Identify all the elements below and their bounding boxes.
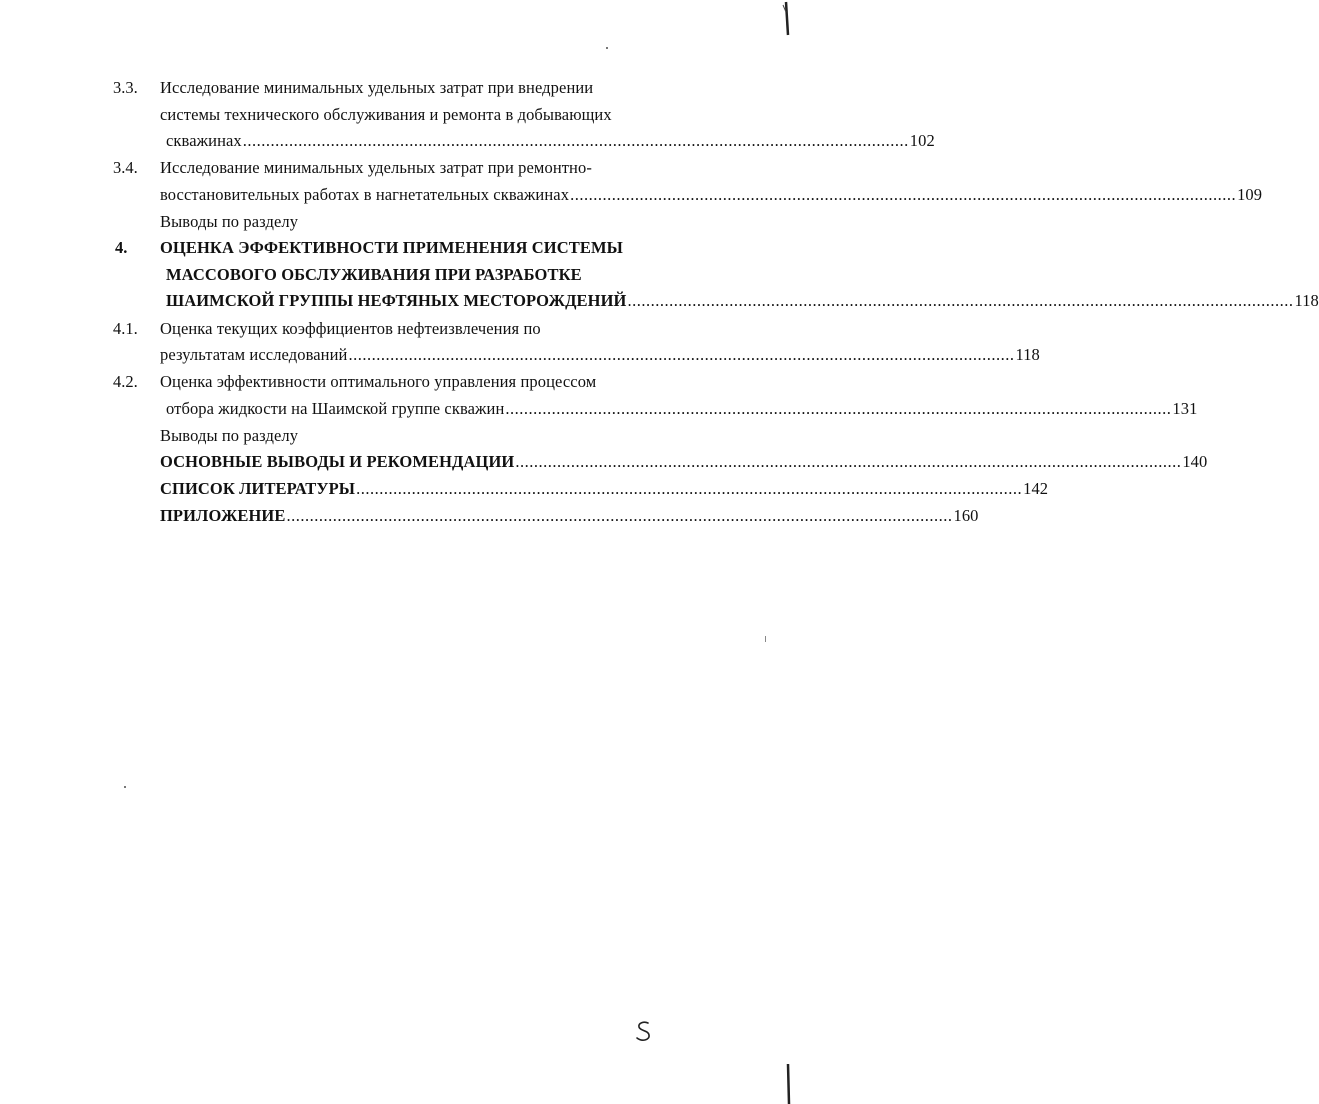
- toc-number-4-1: 4.1.: [113, 319, 138, 338]
- scan-speck: [606, 47, 608, 49]
- toc-text-3-3-line1: Исследование минимальных удельных затрат при внедрении: [160, 78, 594, 97]
- toc-number-4: 4.: [115, 238, 128, 257]
- toc-entry-conclusions-leader[interactable]: [160, 452, 1208, 472]
- toc-text-4-line2: МАССОВОГО ОБСЛУЖИВАНИЯ ПРИ РАЗРАБОТКЕ: [166, 265, 582, 284]
- scan-speck: [765, 636, 766, 642]
- toc-entry-4-1-leader[interactable]: [160, 345, 1040, 365]
- toc-text-3-4-line2: восстановительных работах в нагнетательных скважинах: [160, 185, 570, 204]
- dot-leader: ................................................................................................................................................: [505, 399, 1172, 418]
- toc-text-3-4-line1: Исследование минимальных удельных затрат при ремонтно-: [160, 158, 592, 177]
- toc-number-4-2: 4.2.: [113, 372, 138, 391]
- scan-edge-mark: [780, 0, 797, 40]
- dot-leader: ................................................................................................................................................: [348, 345, 1015, 364]
- toc-text-4-1-line2: результатам исследований: [160, 345, 348, 364]
- toc-entry-3-4-leader[interactable]: [160, 185, 1263, 205]
- toc-page-3-4: 109: [1237, 185, 1263, 204]
- toc-text-4-2-line2: отбора жидкости на Шаимской группе скважин: [166, 399, 505, 418]
- toc-number-3-4: 3.4.: [113, 158, 138, 177]
- dot-leader: ................................................................................................................................................: [515, 452, 1182, 471]
- dot-leader: ................................................................................................................................................: [242, 131, 909, 150]
- dot-leader: ................................................................................................................................................: [356, 479, 1023, 498]
- toc-entry-references-leader[interactable]: [160, 479, 1049, 499]
- toc-page-3-3: 102: [909, 131, 935, 150]
- dot-leader: ................................................................................................................................................: [286, 506, 953, 525]
- toc-text-4-line1: ОЦЕНКА ЭФФЕКТИВНОСТИ ПРИМЕНЕНИЯ СИСТЕМЫ: [160, 238, 623, 257]
- toc-text-main-conclusions: ОСНОВНЫЕ ВЫВОДЫ И РЕКОМЕНДАЦИИ: [160, 452, 515, 471]
- toc-text-3-3-line2: системы технического обслуживания и ремонта в добывающих: [160, 105, 612, 124]
- toc-text-appendix: ПРИЛОЖЕНИЕ: [160, 506, 286, 525]
- handwritten-page-number-icon: [632, 1020, 656, 1046]
- toc-page-4-1: 118: [1015, 345, 1040, 364]
- toc-conclusions-3: Выводы по разделу: [160, 212, 299, 231]
- toc-page-4-2: 131: [1172, 399, 1198, 418]
- toc-page-main-conclusions: 140: [1182, 452, 1208, 471]
- toc-page-references: 142: [1023, 479, 1049, 498]
- dot-leader: ................................................................................................................................................: [570, 185, 1237, 204]
- toc-entry-4-leader[interactable]: [166, 291, 1319, 311]
- dot-leader: ................................................................................................................................................: [627, 291, 1294, 310]
- toc-text-4-1-line1: Оценка текущих коэффициентов нефтеизвлечения по: [160, 319, 541, 338]
- toc-entry-4-2-leader[interactable]: [166, 399, 1198, 419]
- toc-page-4: 118: [1294, 291, 1319, 310]
- toc-number-3-3: 3.3.: [113, 78, 138, 97]
- toc-entry-appendix-leader[interactable]: [160, 506, 979, 526]
- toc-entry-3-3-leader[interactable]: [166, 131, 935, 151]
- scan-speck: [124, 786, 126, 788]
- scan-edge-mark: [780, 1060, 797, 1104]
- toc-text-3-3-line3: скважинах: [166, 131, 242, 150]
- toc-text-4-2-line1: Оценка эффективности оптимального управления процессом: [160, 372, 597, 391]
- toc-page-appendix: 160: [953, 506, 979, 525]
- toc-text-references: СПИСОК ЛИТЕРАТУРЫ: [160, 479, 356, 498]
- toc-text-4-line3: ШАИМСКОЙ ГРУППЫ НЕФТЯНЫХ МЕСТОРОЖДЕНИЙ: [166, 291, 627, 310]
- toc-conclusions-4: Выводы по разделу: [160, 426, 299, 445]
